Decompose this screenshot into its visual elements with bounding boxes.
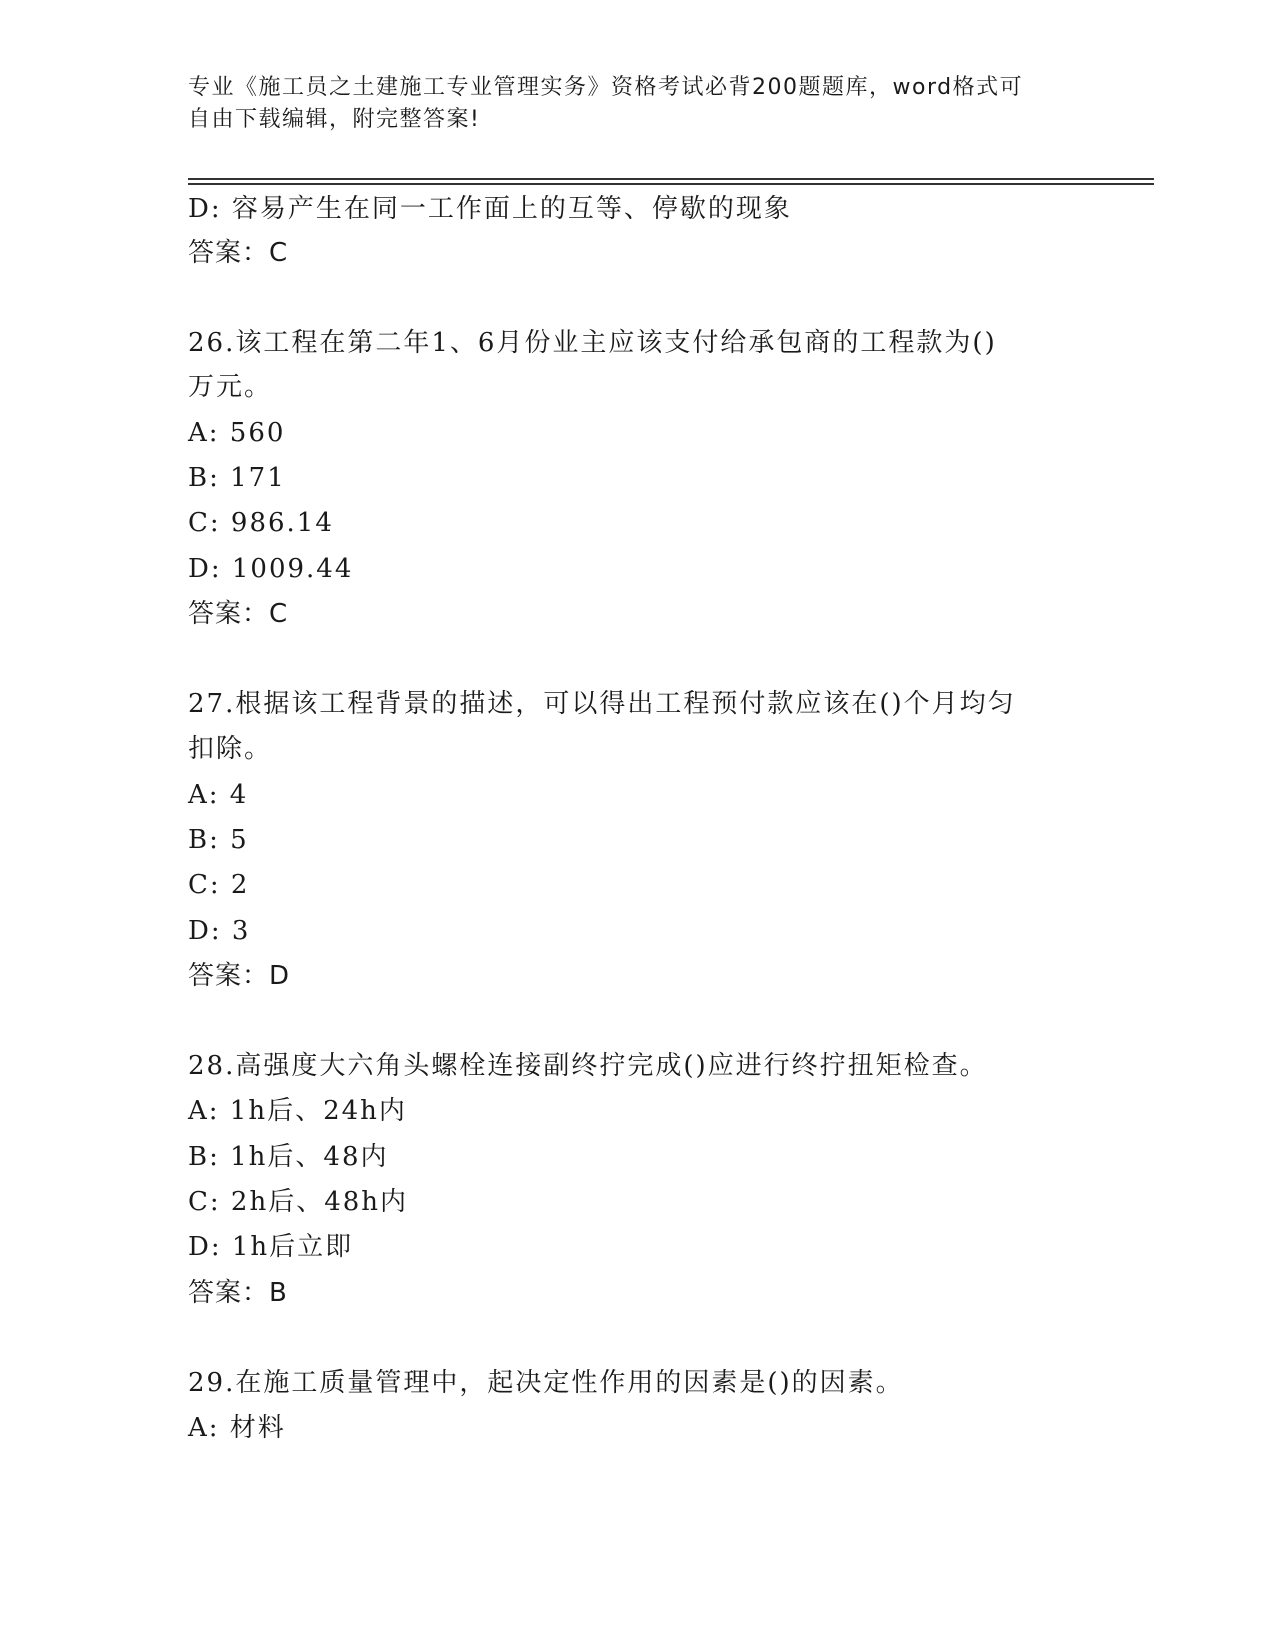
q27-option-c: C: 2: [188, 870, 250, 900]
q26-stem-line-1: 26.该工程在第二年1、6月份业主应该支付给承包商的工程款为(): [188, 328, 997, 358]
page-header: [188, 72, 1068, 136]
q28-option-b: B: 1h后、48内: [188, 1142, 389, 1172]
q28-option-a: A: 1h后、24h内: [188, 1096, 407, 1126]
q29-stem-line-1: 29.在施工质量管理中，起决定性作用的因素是()的因素。: [188, 1368, 904, 1398]
q27-stem-line-1: 27.根据该工程背景的描述，可以得出工程预付款应该在()个月均匀: [188, 689, 1016, 719]
header-title-line-1: 专业《施工员之土建施工专业管理实务》资格考试必背200题题库，word格式可: [188, 75, 1024, 100]
q26-option-d: D: 1009.44: [188, 554, 354, 584]
header-title-line-2: 自由下载编辑，附完整答案!: [188, 107, 481, 132]
q27-option-a: A: 4: [188, 780, 249, 810]
q28-option-c: C: 2h后、48h内: [188, 1187, 409, 1217]
q28-option-d: D: 1h后立即: [188, 1232, 354, 1262]
q26-stem-line-2: 万元。: [188, 372, 273, 402]
q27-option-d: D: 3: [188, 916, 251, 946]
q26-option-a: A: 560: [188, 418, 286, 448]
q26-option-b: B: 171: [188, 463, 286, 493]
q26-answer: 答案：C: [188, 599, 289, 629]
q25-answer: 答案：C: [188, 238, 289, 268]
q26-option-c: C: 986.14: [188, 508, 334, 538]
header-divider-top: [188, 178, 1154, 180]
header-divider-bottom: [188, 183, 1154, 185]
q29-option-a: A: 材料: [188, 1413, 286, 1443]
q28-stem-line-1: 28.高强度大六角头螺栓连接副终拧完成()应进行终拧扭矩检查。: [188, 1051, 988, 1081]
q28-answer: 答案：B: [188, 1278, 288, 1308]
q25-option-d: D: 容易产生在同一工作面上的互等、停歇的现象: [188, 194, 792, 224]
q27-option-b: B: 5: [188, 825, 249, 855]
q27-answer: 答案：D: [188, 961, 291, 991]
q27-stem-line-2: 扣除。: [188, 734, 273, 764]
